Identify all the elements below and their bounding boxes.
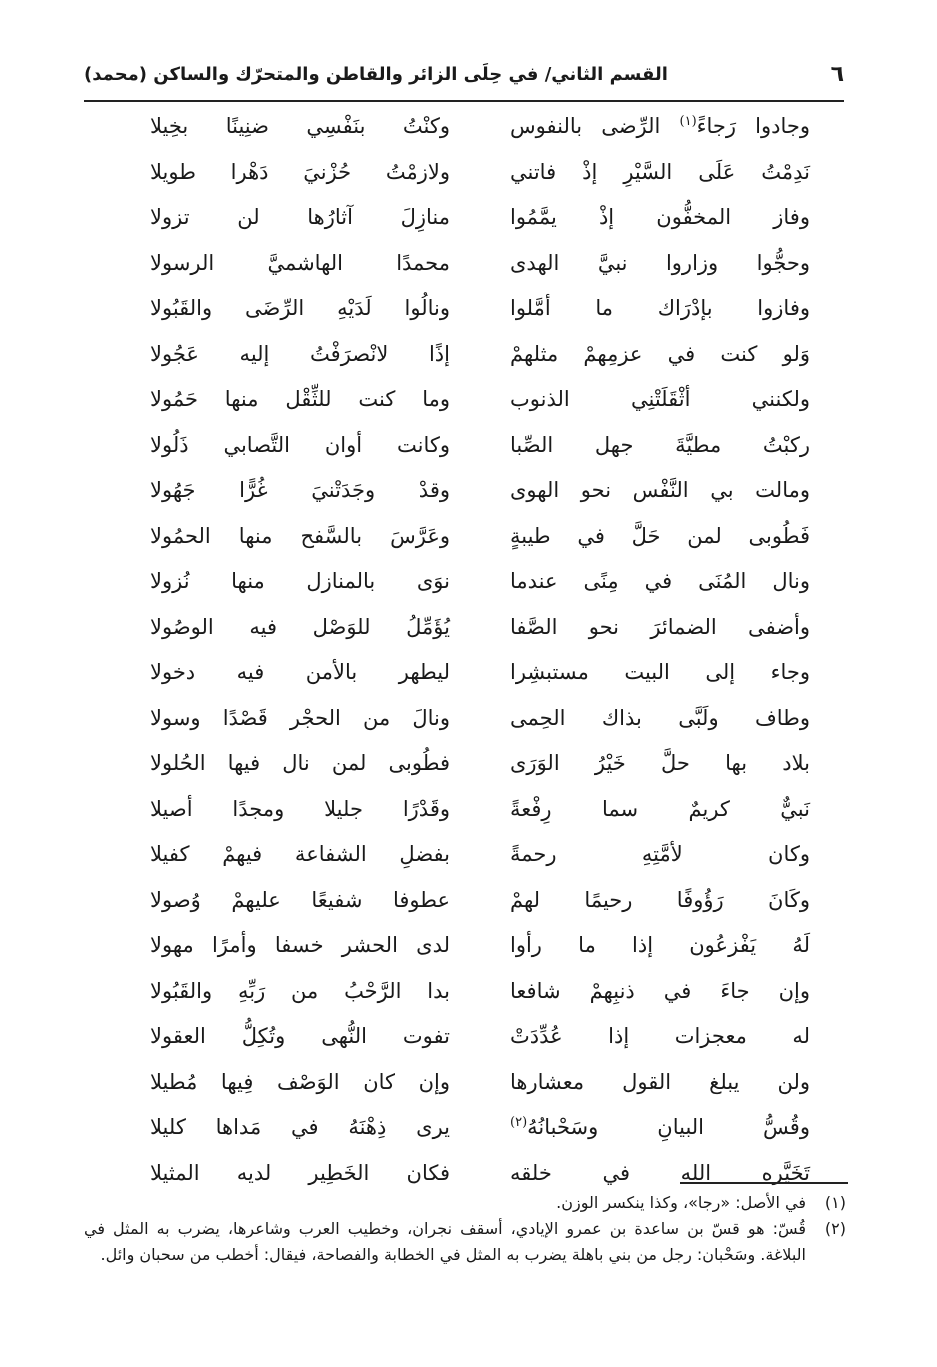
hemistich-text: وَلو كنت في عزمِهمْ مثلهمْ xyxy=(510,341,810,366)
verse-first-hemistich xyxy=(510,979,810,1003)
verse-second-hemistich: بدا الرَّحْبُ من رَبِّهِ والقَبُولا xyxy=(150,978,450,1003)
verse-first-hemistich xyxy=(510,342,810,366)
verse-second-hemistich: نوَى بالمنازل منها نُزولا xyxy=(150,569,450,593)
verse-line xyxy=(150,472,810,518)
verse-line xyxy=(150,1018,810,1064)
verse-second-hemistich: إذًا لانْصرَفْتُ إليه عَجُولا xyxy=(150,341,450,366)
verse-first-hemistich xyxy=(510,478,810,502)
verse-line xyxy=(150,154,810,200)
verse-first-hemistich xyxy=(510,888,810,912)
hemistich-text: له معجزات إذا عُدِّدَتْ xyxy=(510,1024,810,1048)
hemistich-text: نَدِمْتُ عَلَى السَّيْرِ إذْ فاتني xyxy=(510,159,810,184)
verse-second-hemistich: تفوت النُّهى وتُكِلُّ العقولا xyxy=(150,1024,450,1048)
footnote-number: (٢) xyxy=(824,1219,846,1238)
running-title: القسم الثاني/ في حِلَى الزائر والقاطن والمتحرّك والساكن (محمد) xyxy=(84,64,668,85)
verse-second-hemistich: ونالُوا لَدَيْهِ الرِّضَى والقَبُولا xyxy=(150,296,450,320)
verse-second-hemistich: وما كنت للثِّقْل منها حَمُولا xyxy=(150,387,450,411)
hemistich-text: فَطُوبى لمن حَلَّ في طيبةٍ xyxy=(510,523,810,548)
verse-second-hemistich: وكنْتُ بنَفْسِي ضنِينًا بخِيلا xyxy=(150,114,450,138)
verse-line xyxy=(150,654,810,700)
verse-first-hemistich xyxy=(510,296,810,320)
verse-second-hemistich: وقدْ وجَدَتْنيَ غُرًّا جَهُولا xyxy=(150,478,450,502)
verse-second-hemistich: بفضلِ الشفاعة فيهمْ كفيلا xyxy=(150,842,450,866)
footnote-number: (١) xyxy=(824,1193,846,1212)
hemistich-text: بلاد بها حلَّ خَيْرُ الوَرَى xyxy=(510,751,810,775)
verse-line xyxy=(150,700,810,746)
page-number: ٦ xyxy=(830,62,844,87)
verse-line xyxy=(150,791,810,837)
verse-line xyxy=(150,973,810,1019)
hemistich-text: وحجُّوا وزاروا نبيَّ الهدى xyxy=(510,250,810,275)
verse-line xyxy=(150,245,810,291)
hemistich-text: وفاز المخفُّون إذْ يمَّمُوا xyxy=(510,205,810,229)
verse-line xyxy=(150,1064,810,1110)
verse-first-hemistich xyxy=(510,205,810,229)
hemistich-text: وطاف ولَبَّى بذاك الحِمى xyxy=(510,705,810,730)
hemistich-text: وقُسُّ البيانِ وسَحْبانُهُ xyxy=(527,1115,810,1139)
hemistich-text: تَخَيَّره الله في خلقه xyxy=(510,1160,810,1185)
verse-second-hemistich: ليطهر بالأمن فيه دخولا xyxy=(150,660,450,684)
verse-line xyxy=(150,518,810,564)
header-rule xyxy=(84,100,844,102)
hemistich-text: وكان لأمَّتِهِ رحمةً xyxy=(510,842,810,866)
hemistich-text: ولكنني أثْقَلَتْنِي الذنوب xyxy=(510,387,810,411)
verse-second-hemistich: ونالَ من الحجْر قَصْدًا وسولا xyxy=(150,705,450,730)
verse-second-hemistich: فطُوبى لمن نال فيها الحُلولا xyxy=(150,751,450,775)
verse-line xyxy=(150,609,810,655)
verse-line xyxy=(150,108,810,154)
verse-first-hemistich xyxy=(510,933,810,957)
hemistich-text: وفازوا بإدْرَاك ما أمَّلوا xyxy=(510,296,810,320)
verse-line xyxy=(150,336,810,382)
verse-second-hemistich: ولازمْتُ حُزْنيَ دَهْرا طويلا xyxy=(150,159,450,184)
footnote-rule xyxy=(680,1182,848,1184)
verse-first-hemistich xyxy=(510,751,810,775)
footnotes xyxy=(84,1190,846,1268)
verse-first-hemistich xyxy=(510,706,810,730)
verse-first-hemistich xyxy=(510,524,810,548)
verse-line xyxy=(150,290,810,336)
verse-line xyxy=(150,745,810,791)
verse-line xyxy=(150,563,810,609)
verse-first-hemistich xyxy=(510,433,810,457)
verse-first-hemistich xyxy=(510,660,810,684)
hemistich-text: ومالت بي النَّفْس نحو الهوى xyxy=(510,478,810,502)
verse-line xyxy=(150,427,810,473)
verse-first-hemistich xyxy=(510,1070,810,1094)
verse-second-hemistich: منازِلَ آثارُها لن تزولا xyxy=(150,205,450,229)
verse-second-hemistich: محمدًا الهاشميَّ الرسولا xyxy=(150,250,450,275)
poem xyxy=(150,108,810,1200)
verse-first-hemistich xyxy=(510,160,810,184)
verse-line xyxy=(150,927,810,973)
verse-first-hemistich xyxy=(510,387,810,411)
verse-second-hemistich: لدى الحشر خسفا وأمرًا مهولا xyxy=(150,933,450,957)
hemistich-text: وأضفى الضمائرَ نحو الصَّفا xyxy=(510,614,810,639)
hemistich-text: ونال المُنَى في مِنًى عندما xyxy=(510,569,810,593)
verse-second-hemistich: يُؤَمِّلُ للوَصْل فيه الوصُولا xyxy=(150,614,450,639)
footnote-marker: (١) xyxy=(679,114,697,129)
hemistich-text: وإن جاءَ في ذنبِهمْ شافعا xyxy=(510,978,810,1003)
footnote xyxy=(84,1190,846,1216)
verse-first-hemistich xyxy=(510,1115,810,1139)
hemistich-text: ولن يبلغ القول معشارها xyxy=(510,1069,810,1094)
hemistich-text: لَهُ يَفْزعُون إذا ما رأوا xyxy=(510,933,810,957)
footnote-text: قُسّ: هو قسّ بن ساعدة بن عمرو الإيادي، أسقف نجران، وخطيب العرب وشاعرها، يضرب به المثل في البلاغة. وسَحْبان: رجل من بني باهلة يضرب به المثل في الخطابة والفصاحة، فيقال: أخطب من سحبان وائل. xyxy=(84,1219,806,1264)
hemistich-text: ركبْتُ مطيَّةَ جهل الصِّبا xyxy=(510,432,810,457)
footnote-marker: (٢) xyxy=(510,1115,528,1130)
verse-first-hemistich xyxy=(510,615,810,639)
page-header xyxy=(84,52,844,98)
verse-line xyxy=(150,199,810,245)
hemistich-text: وجاء إلى البيت مستبشِرا xyxy=(510,660,810,684)
verse-second-hemistich: وعَرَّسَ بالسَّفح منها الحمُولا xyxy=(150,523,450,548)
verse-first-hemistich xyxy=(510,1024,810,1048)
verse-first-hemistich xyxy=(510,114,810,138)
verse-first-hemistich xyxy=(510,797,810,821)
verse-second-hemistich: وإن كان الوَصْف فِيها مُطيلا xyxy=(150,1069,450,1094)
hemistich-text: وجادوا رَجاءً xyxy=(696,114,811,138)
verse-line xyxy=(150,882,810,928)
hemistich-text: نَبيٌّ كريمٌ سما رِفْعةً xyxy=(510,796,810,821)
verse-first-hemistich xyxy=(510,842,810,866)
verse-first-hemistich xyxy=(510,251,810,275)
verse-first-hemistich xyxy=(510,1161,810,1185)
footnote xyxy=(84,1216,846,1268)
verse-second-hemistich: فكان الخَطِير لديه المثيلا xyxy=(150,1160,450,1185)
verse-line xyxy=(150,836,810,882)
verse-second-hemistich: وقَدْرًا جليلا ومجدًا أصيلا xyxy=(150,796,450,821)
hemistich-text-tail: الرِّضى بالنفوس xyxy=(510,114,680,138)
verse-second-hemistich: يرى ذِهْنَهُ في مَداها كليلا xyxy=(150,1115,450,1139)
hemistich-text: وكَانَ رَؤُوفًا رحيمًا لهمْ xyxy=(510,887,810,912)
footnote-text: في الأصل: «رجا»، وكذا ينكسر الوزن. xyxy=(556,1193,806,1212)
verse-second-hemistich: وكانت أوان التَّصابي ذَلُولا xyxy=(150,432,450,457)
verse-line xyxy=(150,1109,810,1155)
verse-line xyxy=(150,381,810,427)
verse-second-hemistich: عطوفا شفيعًا عليهمْ وُصولا xyxy=(150,887,450,912)
verse-first-hemistich xyxy=(510,569,810,593)
